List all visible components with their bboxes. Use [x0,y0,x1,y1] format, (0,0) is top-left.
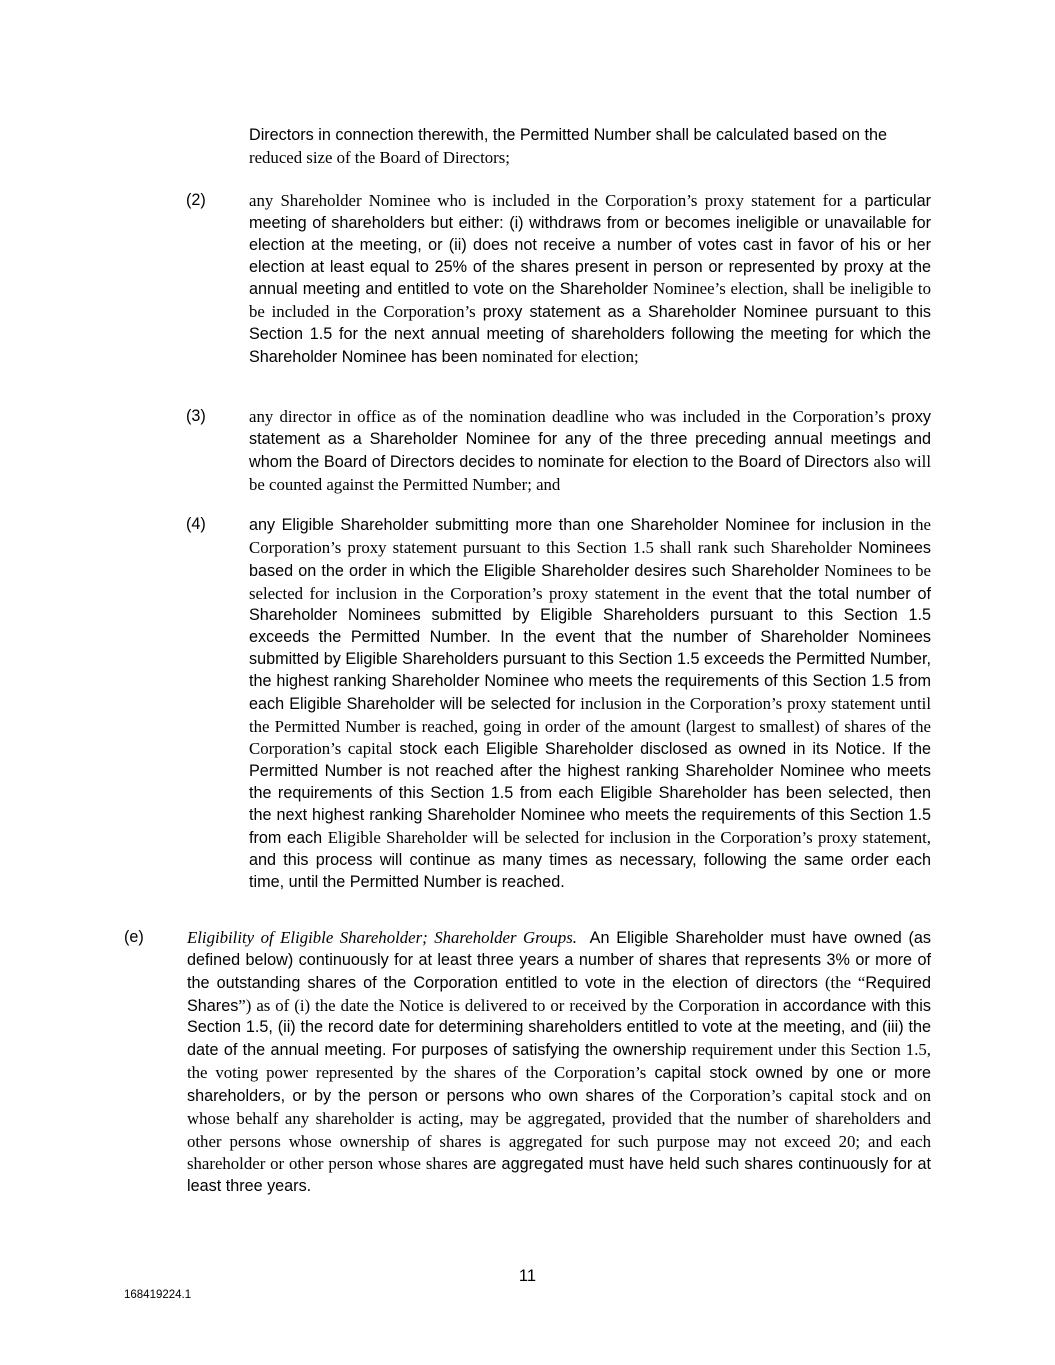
section-e-text-i: are aggregated must have held such shares continuously for at least three years. [187,1155,931,1196]
item-3-paragraph [249,406,931,496]
section-e-paragraph [187,927,931,1198]
item-4-marker: (4) [186,515,206,533]
item-2-marker: (2) [186,191,206,209]
section-e-heading: Eligibility of Eligible Shareholder; Shareholder Groups. [187,928,577,947]
section-e-text-e: requirement under this Section 1.5, the voting power represented by the shares of the Corporation’s [187,1040,931,1083]
section-e-text-a: An Eligible Shareholder must have owned (as defined below) continuously for at least three years a number of shares that represents 3% or more of the outstanding shares of the Corporation entitled to vote in the election of directors [187,929,931,992]
item-2-paragraph [249,190,931,369]
continuation-line-1: Directors in connection therewith, the Permitted Number shall be calculated based on the [249,126,887,144]
section-e-marker: (e) [124,928,144,946]
item-2-text-d: proxy statement as a Shareholder Nominee pursuant to this Section 1.5 for the next annual meeting of shareholders following the meeting for which the Shareholder Nominee has been [249,303,932,366]
item-3-marker: (3) [186,407,206,425]
item-3-text-c: also will be counted against the Permitted Number; and [249,451,931,494]
item-2-text-c: Nominee’s election, shall be ineligible to be included in the Corporation’s [249,279,931,322]
continuation-paragraph [249,125,931,170]
continuation-line-2: reduced size of the Board of Directors; [249,147,510,167]
item-4-text-b: the Corporation’s proxy statement pursuant to this Section 1.5 shall rank such Shareholder [249,515,932,557]
item-4-text-c: Nominees based on the order in which the Eligible Shareholder desires such Shareholder [249,538,932,580]
item-4-paragraph [249,514,931,893]
section-e-text-d: in accordance with this Section 1.5, (ii) the record date for determining shareholders entitled to vote at the meeting, and (iii) the date of the annual meeting. For purposes of satisfying the ownership [187,996,931,1060]
section-e-text-b: (the “ [824,972,866,992]
item-2-text-a: any Shareholder Nominee who is included in the Corporation’s proxy statement for a [249,191,857,210]
item-4-text-g: stock each Eligible Shareholder disclosed as owned in its Notice. If the Permitted Number is not reached after the highest ranking Shareholder Nominee who meets the requirements of this Section 1.5 from each Eligible Shareholder has been selected, then the next highest ranking Shareholder Nominee who meets the requirements of this Section 1.5 from each [249,740,931,847]
section-e-defined-term: Required Shares [187,973,932,1015]
item-4-text-f: inclusion in the Corporation’s proxy statement until the Permitted Number is reached, going in order of the amount (largest to smallest) of shares of the Corporation’s capital [249,693,932,759]
document-id: 168419224.1 [124,1289,192,1301]
item-4-text-h: Eligible Shareholder will be selected for inclusion in the Corporation’s proxy statement, [327,827,932,847]
section-e-text-h: aggregated for such purpose may not exceed 20; and each shareholder or other person whose shares [187,1131,932,1174]
item-3-text-a: any director in office as of the nomination deadline who was included in the Corporation’s [249,407,885,426]
item-3-text-b: proxy statement as a Shareholder Nominee for any of the three preceding annual meetings and whom the Board of Directors decides to nominate for election to the Board of Directors [249,408,932,471]
item-2-text-e: nominated for election; [482,346,639,366]
section-e-text-c: ”) as of (i) the date the Notice is delivered to or received by the Corporation [238,995,760,1015]
item-4-text-a: any Eligible Shareholder submitting more than one Shareholder Nominee for inclusion in [249,516,904,534]
section-e-text-f: capital stock owned by one or more shareholders, or by the person or persons who own shares of [187,1064,932,1105]
item-2-text-b: particular meeting of shareholders but either: (i) withdraws from or becomes ineligible or unavailable for election at the meeting, or (ii) does not receive a number of votes cast in favor of his or her election at least equal to 25% of the shares present in person or represented by proxy at the annual meeting and entitled to vote on the Shareholder [249,192,932,299]
item-4-text-i: and this process will continue as many times as necessary, following the same order each time, until the Permitted Number is reached. [249,850,931,891]
item-4-text-e: that the total number of Shareholder Nominees submitted by Eligible Shareholders pursuant to this Section 1.5 exceeds the Permitted Number. In the event that the number of Shareholder Nominees submitted by Eligible Shareholders pursuant to this Section 1.5 exceeds the Permitted Number, the highest ranking Shareholder Nominee who meets the requirements of this Section 1.5 from each Eligible Shareholder will be selected for [249,584,931,713]
section-e-text-g: the Corporation’s capital stock and on whose behalf any shareholder is acting, may be aggregated, provided that the number of shareholders and other persons whose ownership of shares is [187,1085,931,1151]
page-number: 11 [518,1267,537,1285]
item-4-text-d: Nominees to be selected for inclusion in the Corporation’s proxy statement in the event [249,560,931,603]
